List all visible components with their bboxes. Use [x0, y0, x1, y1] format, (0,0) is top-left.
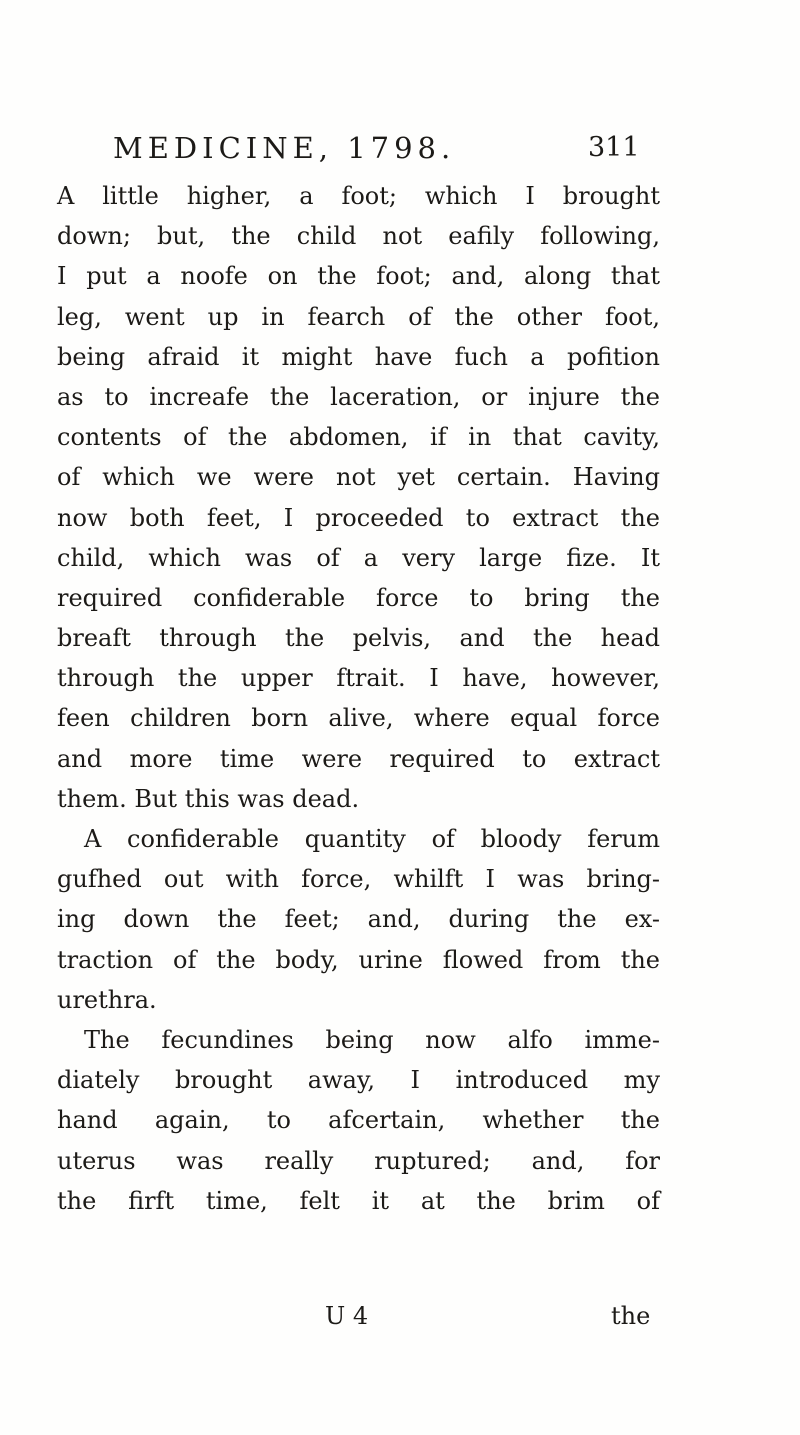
- text-line: A little higher, a foot; which I brought: [57, 182, 660, 210]
- text-line: required confiderable force to bring the: [57, 583, 660, 612]
- text-line: the firft time, felt it at the brim of: [57, 1186, 660, 1215]
- text-line: urethra.: [57, 985, 157, 1014]
- text-line: down; but, the child not eafily following,: [57, 222, 660, 251]
- text-line: leg, went up in fearch of the other foot,: [57, 302, 660, 331]
- text-line: breaft through the pelvis, and the head: [57, 624, 660, 653]
- paragraph-start-line: A confiderable quantity of bloody ferum: [84, 825, 660, 853]
- text-line: through the upper ftrait. I have, however,: [57, 664, 660, 693]
- text-line: contents of the abdomen, if in that cavity,: [57, 423, 660, 452]
- text-line: gufhed out with force, whilft I was bring-: [57, 865, 660, 894]
- text-line: hand again, to afcertain, whether the: [57, 1106, 660, 1135]
- text-line: feen children born alive, where equal force: [57, 704, 660, 733]
- text-line: traction of the body, urine flowed from the: [57, 945, 660, 974]
- paragraph-start-line: The fecundines being now alfo imme-: [84, 1025, 660, 1054]
- text-line: uterus was really ruptured; and, for: [57, 1146, 660, 1175]
- signature-mark: U 4: [325, 1302, 369, 1330]
- catchword: the: [611, 1302, 651, 1330]
- text-line: being afraid it might have fuch a pofition: [57, 342, 660, 371]
- text-line: and more time were required to extract: [57, 744, 660, 773]
- text-line: I put a noofe on the foot; and, along that: [57, 262, 660, 291]
- page-footer: [0, 1296, 800, 1340]
- text-line: diately brought away, I introduced my: [57, 1066, 660, 1095]
- text-line: of which we were not yet certain. Having: [57, 463, 660, 492]
- text-line: as to increafe the laceration, or injure the: [57, 382, 660, 411]
- text-line: ing down the feet; and, during the ex-: [57, 905, 660, 934]
- text-line: now both feet, I proceeded to extract the: [57, 503, 660, 532]
- running-title: MEDICINE, 1798.: [113, 131, 456, 165]
- body-text: [57, 176, 660, 1221]
- page-number: 311: [588, 132, 640, 163]
- text-line: child, which was of a very large fize. It: [57, 543, 660, 572]
- text-line: them. But this was dead.: [57, 784, 360, 813]
- running-head: [0, 128, 800, 178]
